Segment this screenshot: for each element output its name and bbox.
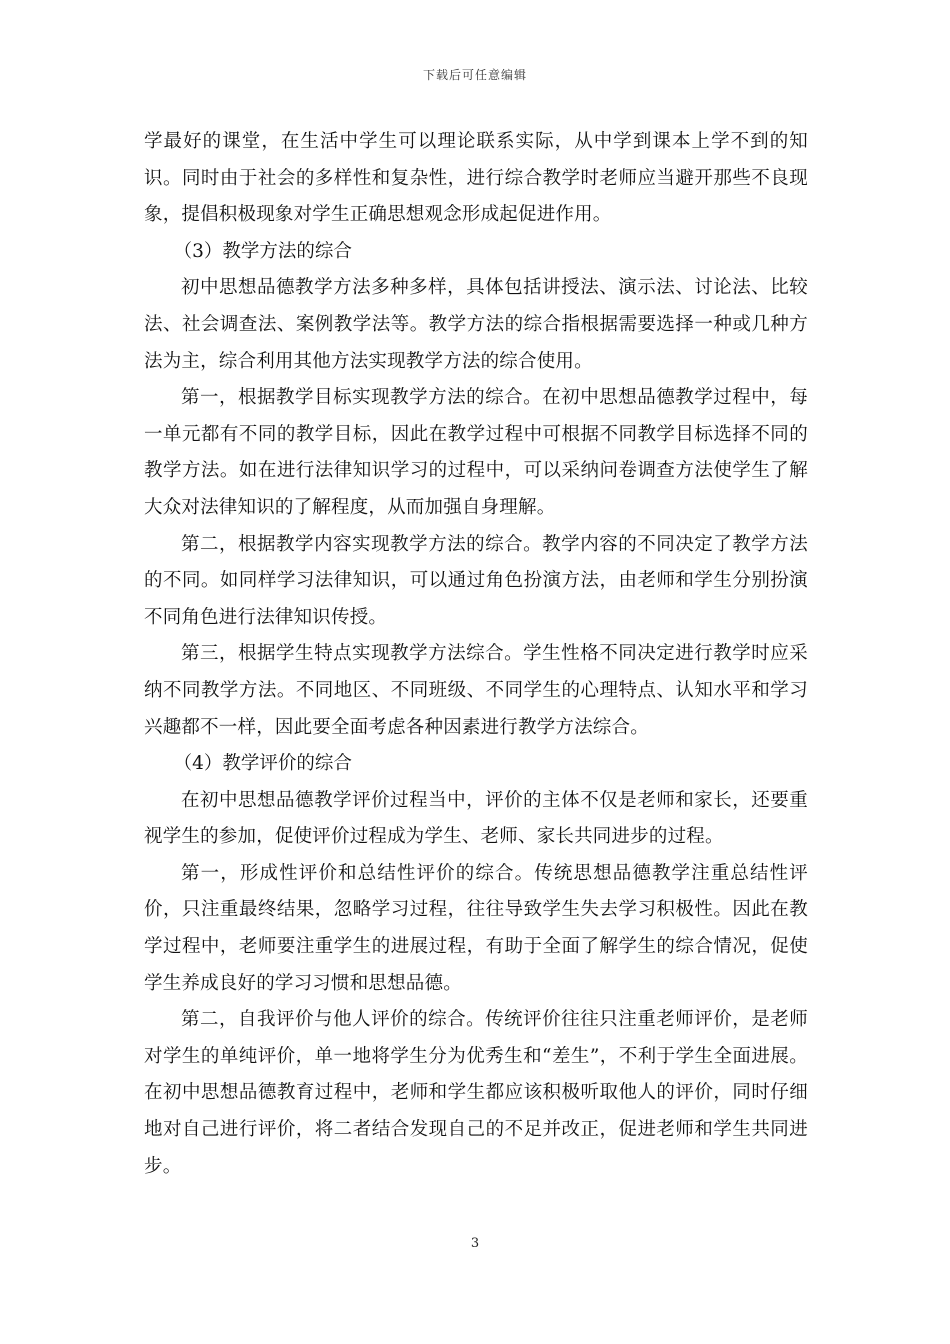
paragraph-continuation: 学最好的课堂，在生活中学生可以理论联系实际，从中学到课本上学不到的知识。同时由于社会的多样性和复杂性，进行综合教学时老师应当避开那些不良现象，提倡积极现象对学生正确思想观念形成起促进作用。 bbox=[144, 131, 808, 226]
document-body bbox=[144, 124, 808, 1185]
paragraph-evaluation-intro: 在初中思想品德教学评价过程当中，评价的主体不仅是老师和家长，还要重视学生的参加，促使评价过程成为学生、老师、家长共同进步的过程。 bbox=[144, 789, 808, 848]
section-heading-teaching-evaluation: （4）教学评价的综合 bbox=[173, 753, 352, 775]
paragraph-methods-second: 第二，根据教学内容实现教学方法的综合。教学内容的不同决定了教学方法的不同。如同样学习法律知识，可以通过角色扮演方法，由老师和学生分别扮演不同角色进行法律知识传授。 bbox=[144, 533, 808, 628]
page-number: 3 bbox=[470, 1236, 480, 1251]
section-heading-teaching-methods: （3）教学方法的综合 bbox=[173, 240, 352, 262]
paragraph-methods-third: 第三，根据学生特点实现教学方法综合。学生性格不同决定进行教学时应采纳不同教学方法。不同地区、不同班级、不同学生的心理特点、认知水平和学习兴趣都不一样，因此要全面考虑各种因素进行教学方法综合。 bbox=[144, 643, 808, 738]
paragraph-methods-intro: 初中思想品德教学方法多种多样，具体包括讲授法、演示法、讨论法、比较法、社会调查法、案例教学法等。教学方法的综合指根据需要选择一种或几种方法为主，综合利用其他方法实现教学方法的综合使用。 bbox=[144, 277, 808, 372]
page-header: 下载后可任意编辑 bbox=[422, 68, 527, 82]
paragraph-methods-first: 第一，根据教学目标实现教学方法的综合。在初中思想品德教学过程中，每一单元都有不同的教学目标，因此在教学过程中可根据不同教学目标选择不同的教学方法。如在进行法律知识学习的过程中，可以采纳问卷调查方法使学生了解大众对法律知识的了解程度，从而加强自身理解。 bbox=[144, 387, 808, 518]
paragraph-evaluation-first: 第一，形成性评价和总结性评价的综合。传统思想品德教学注重总结性评价，只注重最终结果，忽略学习过程，往往导致学生失去学习积极性。因此在教学过程中，老师要注重学生的进展过程，有助于全面了解学生的综合情况，促使学生养成良好的学习习惯和思想品德。 bbox=[144, 862, 808, 994]
paragraph-evaluation-second: 第二，自我评价与他人评价的综合。传统评价往往只注重老师评价，是老师对学生的单纯评价，单一地将学生分为优秀生和“差生”，不利于学生全面进展。在初中思想品德教育过程中，老师和学生都应该积极听取他人的评价，同时仔细地对自己进行评价，将二者结合发现自己的不足并改正，促进老师和学生共同进步。 bbox=[144, 1009, 808, 1177]
